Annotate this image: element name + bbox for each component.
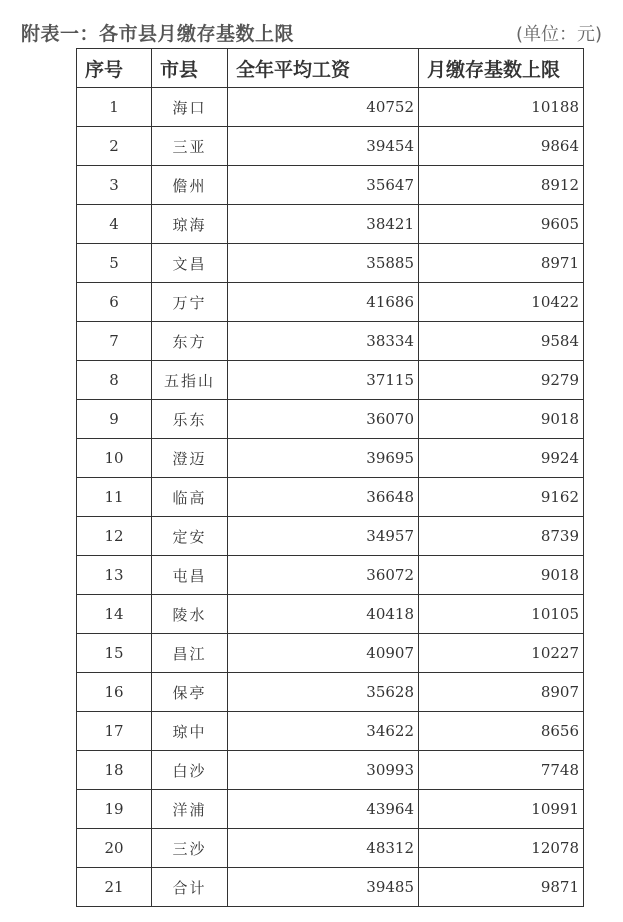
- index-cell: 4: [77, 205, 152, 244]
- annual-avg-salary-cell: 41686: [228, 283, 419, 322]
- table-row: [77, 829, 584, 868]
- monthly-limit-cell: 8656: [419, 712, 584, 751]
- table-header: [77, 49, 584, 88]
- table-row: [77, 322, 584, 361]
- annual-avg-salary-cell: 40418: [228, 595, 419, 634]
- annual-avg-salary-cell: 39454: [228, 127, 419, 166]
- table-row: [77, 790, 584, 829]
- index-cell: 17: [77, 712, 152, 751]
- table-row: [77, 868, 584, 907]
- index-cell: 2: [77, 127, 152, 166]
- header-annual-avg-salary: 全年平均工资: [228, 49, 419, 88]
- city-cell: 保亭: [152, 673, 228, 712]
- table-body: [77, 88, 584, 907]
- table-row: [77, 244, 584, 283]
- table-row: [77, 361, 584, 400]
- header-monthly-limit: 月缴存基数上限: [419, 49, 584, 88]
- index-cell: 9: [77, 400, 152, 439]
- page-header: [0, 0, 623, 52]
- city-cell: 琼海: [152, 205, 228, 244]
- table-row: [77, 634, 584, 673]
- annual-avg-salary-cell: 35647: [228, 166, 419, 205]
- monthly-limit-cell: 8907: [419, 673, 584, 712]
- city-cell: 东方: [152, 322, 228, 361]
- table-row: [77, 595, 584, 634]
- city-cell: 白沙: [152, 751, 228, 790]
- header-index: 序号: [77, 49, 152, 88]
- table-row: [77, 478, 584, 517]
- unit-note: (单位：元): [515, 24, 602, 45]
- monthly-limit-cell: 8739: [419, 517, 584, 556]
- city-cell: 万宁: [152, 283, 228, 322]
- city-cell: 儋州: [152, 166, 228, 205]
- city-cell: 文昌: [152, 244, 228, 283]
- monthly-limit-cell: 9605: [419, 205, 584, 244]
- page-title: 附表一：各市县月缴存基数上限: [21, 23, 295, 45]
- table-row: [77, 751, 584, 790]
- annual-avg-salary-cell: 40752: [228, 88, 419, 127]
- index-cell: 6: [77, 283, 152, 322]
- table-row: [77, 517, 584, 556]
- index-cell: 7: [77, 322, 152, 361]
- table-row: [77, 712, 584, 751]
- index-cell: 16: [77, 673, 152, 712]
- monthly-limit-cell: 9924: [419, 439, 584, 478]
- city-cell: 琼中: [152, 712, 228, 751]
- index-cell: 10: [77, 439, 152, 478]
- city-cell: 三亚: [152, 127, 228, 166]
- index-cell: 19: [77, 790, 152, 829]
- annual-avg-salary-cell: 34622: [228, 712, 419, 751]
- index-cell: 3: [77, 166, 152, 205]
- annual-avg-salary-cell: 36072: [228, 556, 419, 595]
- index-cell: 1: [77, 88, 152, 127]
- monthly-limit-cell: 10991: [419, 790, 584, 829]
- annual-avg-salary-cell: 39695: [228, 439, 419, 478]
- index-cell: 18: [77, 751, 152, 790]
- city-cell: 海口: [152, 88, 228, 127]
- monthly-limit-cell: 9871: [419, 868, 584, 907]
- city-cell: 澄迈: [152, 439, 228, 478]
- annual-avg-salary-cell: 35885: [228, 244, 419, 283]
- city-cell: 定安: [152, 517, 228, 556]
- annual-avg-salary-cell: 36648: [228, 478, 419, 517]
- city-cell: 五指山: [152, 361, 228, 400]
- city-cell: 三沙: [152, 829, 228, 868]
- city-cell: 洋浦: [152, 790, 228, 829]
- monthly-limit-cell: 10188: [419, 88, 584, 127]
- monthly-limit-cell: 8971: [419, 244, 584, 283]
- annual-avg-salary-cell: 30993: [228, 751, 419, 790]
- monthly-limit-cell: 9584: [419, 322, 584, 361]
- table-row: [77, 127, 584, 166]
- table-row: [77, 400, 584, 439]
- header-row: [77, 49, 584, 88]
- index-cell: 13: [77, 556, 152, 595]
- monthly-limit-cell: 9864: [419, 127, 584, 166]
- monthly-limit-cell: 12078: [419, 829, 584, 868]
- table-row: [77, 673, 584, 712]
- index-cell: 8: [77, 361, 152, 400]
- annual-avg-salary-cell: 40907: [228, 634, 419, 673]
- annual-avg-salary-cell: 48312: [228, 829, 419, 868]
- table-row: [77, 88, 584, 127]
- annual-avg-salary-cell: 35628: [228, 673, 419, 712]
- index-cell: 5: [77, 244, 152, 283]
- index-cell: 14: [77, 595, 152, 634]
- annual-avg-salary-cell: 43964: [228, 790, 419, 829]
- monthly-limit-cell: 8912: [419, 166, 584, 205]
- monthly-limit-cell: 10227: [419, 634, 584, 673]
- index-cell: 11: [77, 478, 152, 517]
- city-cell: 合计: [152, 868, 228, 907]
- table-row: [77, 283, 584, 322]
- city-cell: 屯昌: [152, 556, 228, 595]
- table-row: [77, 439, 584, 478]
- annual-avg-salary-cell: 34957: [228, 517, 419, 556]
- monthly-limit-cell: 9018: [419, 556, 584, 595]
- city-cell: 临高: [152, 478, 228, 517]
- city-cell: 陵水: [152, 595, 228, 634]
- annual-avg-salary-cell: 39485: [228, 868, 419, 907]
- annual-avg-salary-cell: 38421: [228, 205, 419, 244]
- monthly-limit-cell: 7748: [419, 751, 584, 790]
- contribution-limit-table: [76, 48, 584, 907]
- monthly-limit-cell: 10422: [419, 283, 584, 322]
- index-cell: 12: [77, 517, 152, 556]
- index-cell: 21: [77, 868, 152, 907]
- city-cell: 乐东: [152, 400, 228, 439]
- monthly-limit-cell: 9018: [419, 400, 584, 439]
- index-cell: 15: [77, 634, 152, 673]
- monthly-limit-cell: 10105: [419, 595, 584, 634]
- header-city: 市县: [152, 49, 228, 88]
- annual-avg-salary-cell: 36070: [228, 400, 419, 439]
- index-cell: 20: [77, 829, 152, 868]
- monthly-limit-cell: 9279: [419, 361, 584, 400]
- table-row: [77, 556, 584, 595]
- annual-avg-salary-cell: 38334: [228, 322, 419, 361]
- table-row: [77, 205, 584, 244]
- annual-avg-salary-cell: 37115: [228, 361, 419, 400]
- city-cell: 昌江: [152, 634, 228, 673]
- table-row: [77, 166, 584, 205]
- monthly-limit-cell: 9162: [419, 478, 584, 517]
